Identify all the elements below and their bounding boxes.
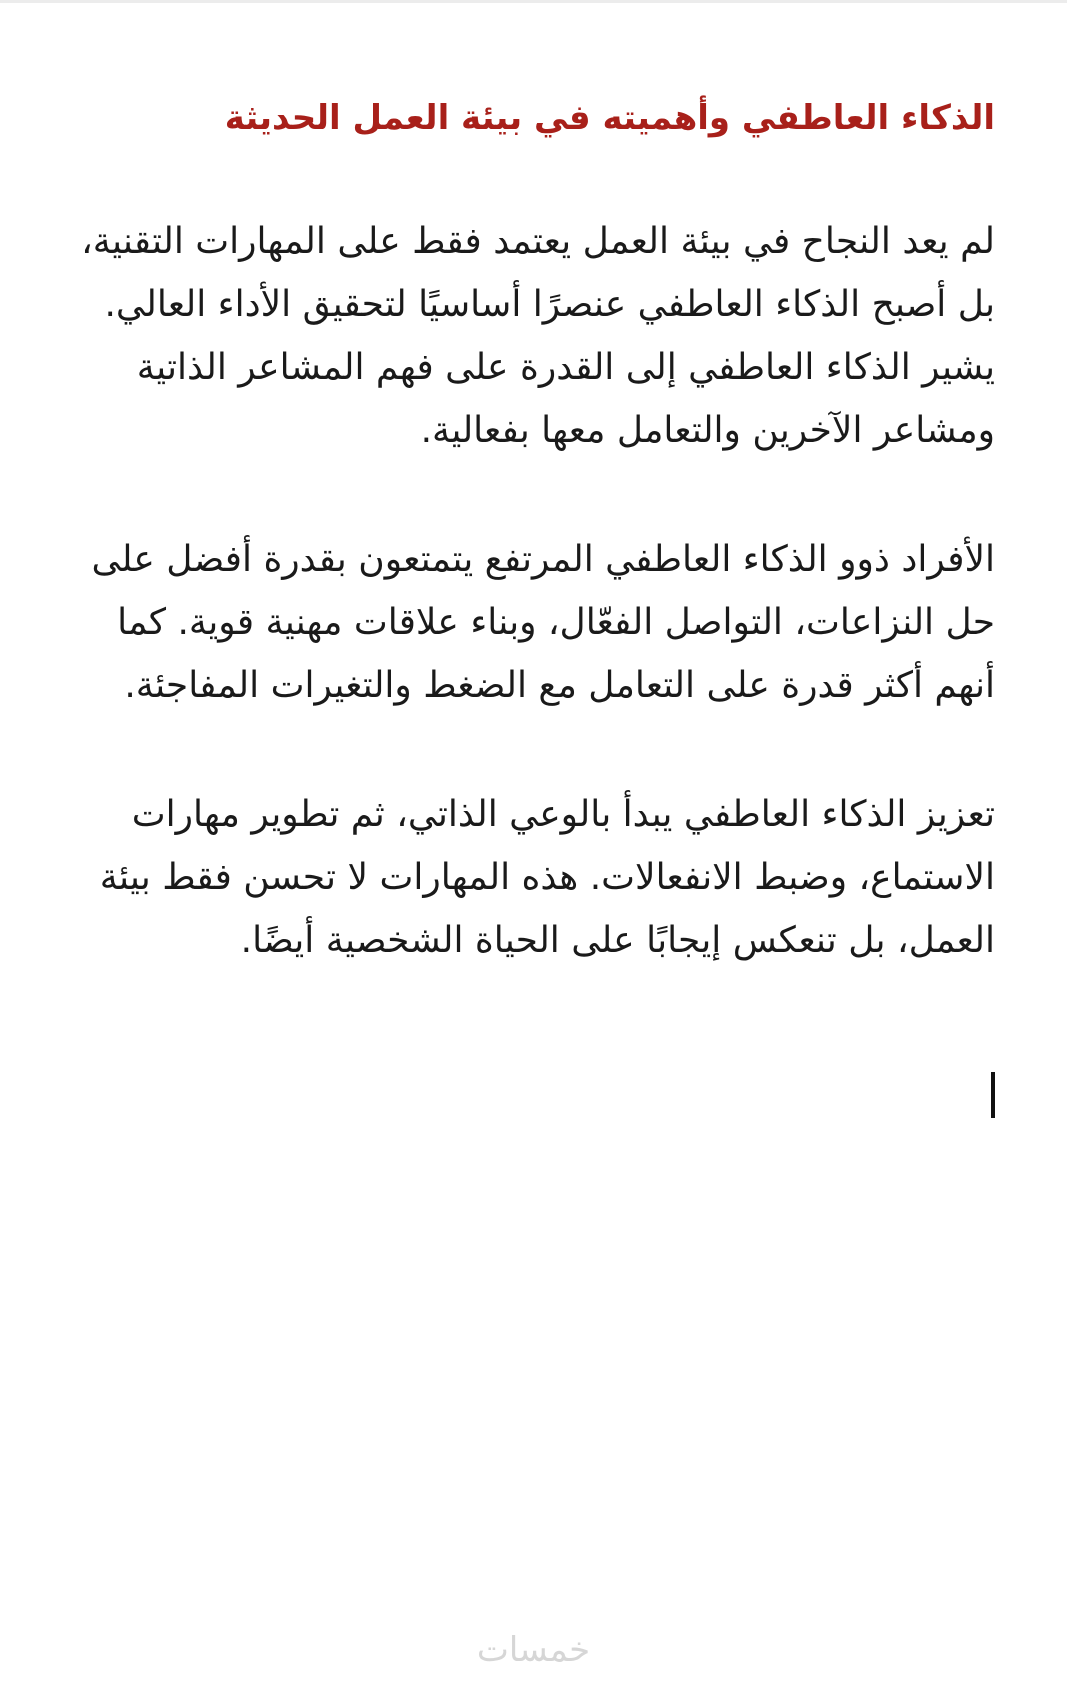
paragraph-2: الأفراد ذوو الذكاء العاطفي المرتفع يتمتعون بقدرة أفضل على حل النزاعات، التواصل الفعّال، وبناء علاقات مهنية قوية. كما أنهم أكثر قدرة على التعامل مع الضغط والتغيرات المفاجئة.	[91, 539, 995, 706]
text-cursor	[991, 1072, 995, 1118]
watermark-logo: خمسات	[476, 1630, 591, 1670]
top-divider	[0, 0, 1067, 3]
document-body[interactable]	[80, 96, 995, 1038]
paragraph-1: لم يعد النجاح في بيئة العمل يعتمد فقط على المهارات التقنية، بل أصبح الذكاء العاطفي عنصرًا أساسيًا لتحقيق الأداء العالي. يشير الذكاء العاطفي إلى القدرة على فهم المشاعر الذاتية ومشاعر الآخرين والتعامل معها بفعالية.	[81, 221, 995, 451]
paragraph-3: تعزيز الذكاء العاطفي يبدأ بالوعي الذاتي، ثم تطوير مهارات الاستماع، وضبط الانفعالات. هذه المهارات لا تحسن فقط بيئة العمل، بل تنعكس إيجابًا على الحياة الشخصية أيضًا.	[99, 794, 995, 961]
document-title: الذكاء العاطفي وأهميته في بيئة العمل الحديثة	[224, 98, 995, 138]
